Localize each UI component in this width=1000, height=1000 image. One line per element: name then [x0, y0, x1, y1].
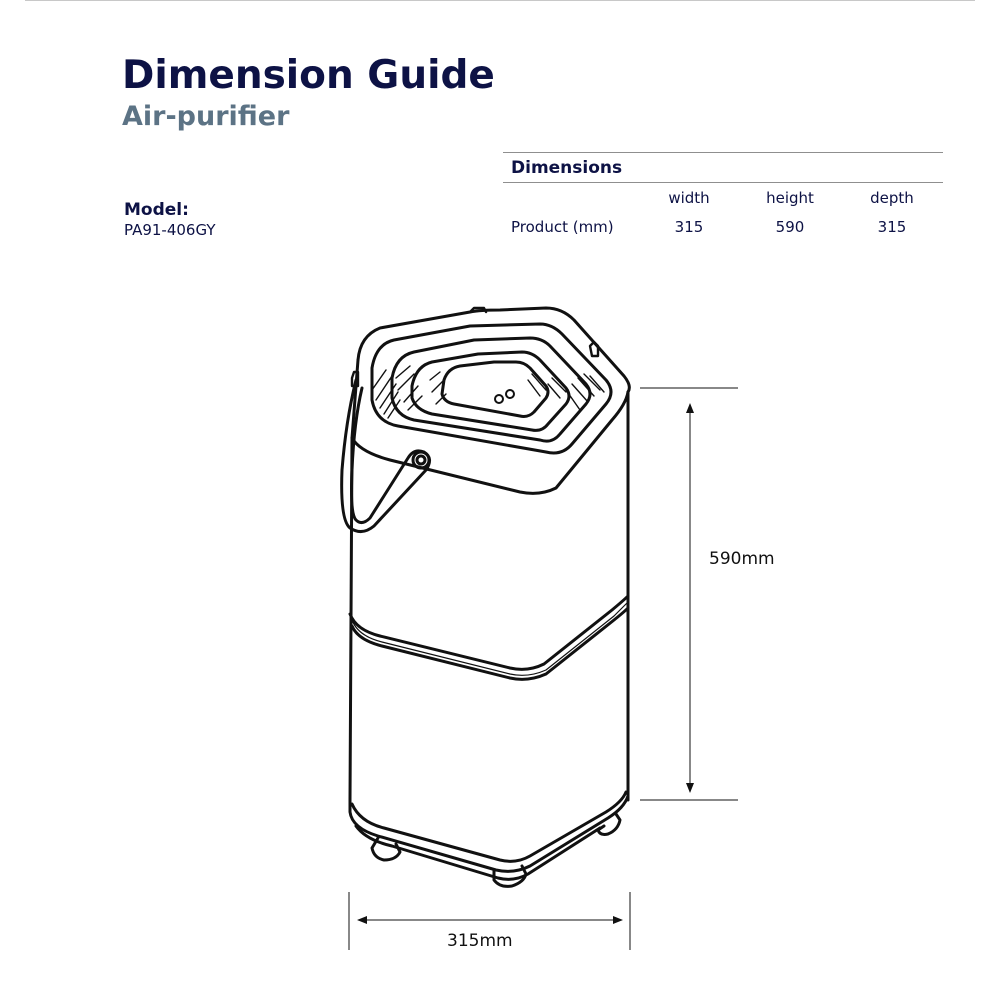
dimensions-table — [503, 152, 943, 244]
dimensions-heading: Dimensions — [511, 158, 623, 178]
row-label-product: Product (mm) — [511, 218, 614, 236]
top-grille — [352, 308, 629, 453]
purifier-body — [350, 392, 628, 800]
height-dimension-label: 590mm — [709, 549, 775, 569]
column-header-depth: depth — [870, 189, 914, 207]
table-header-rule — [503, 182, 943, 183]
model-value: PA91-406GY — [124, 221, 216, 239]
width-dimension-label: 315mm — [447, 931, 513, 951]
table-top-rule — [503, 152, 943, 153]
column-header-width: width — [668, 189, 710, 207]
top-divider — [25, 0, 975, 1]
height-dimension — [640, 388, 738, 800]
page-subtitle: Air-purifier — [122, 101, 290, 132]
page-title: Dimension Guide — [122, 53, 495, 98]
side-clips — [352, 308, 598, 386]
control-buttons — [495, 390, 514, 403]
air-purifier-line-drawing — [0, 260, 1000, 1000]
cell-width-value: 315 — [674, 218, 704, 236]
model-label: Model: — [124, 200, 189, 220]
column-header-height: height — [766, 189, 814, 207]
cell-height-value: 590 — [775, 218, 805, 236]
cell-depth-value: 315 — [877, 218, 907, 236]
